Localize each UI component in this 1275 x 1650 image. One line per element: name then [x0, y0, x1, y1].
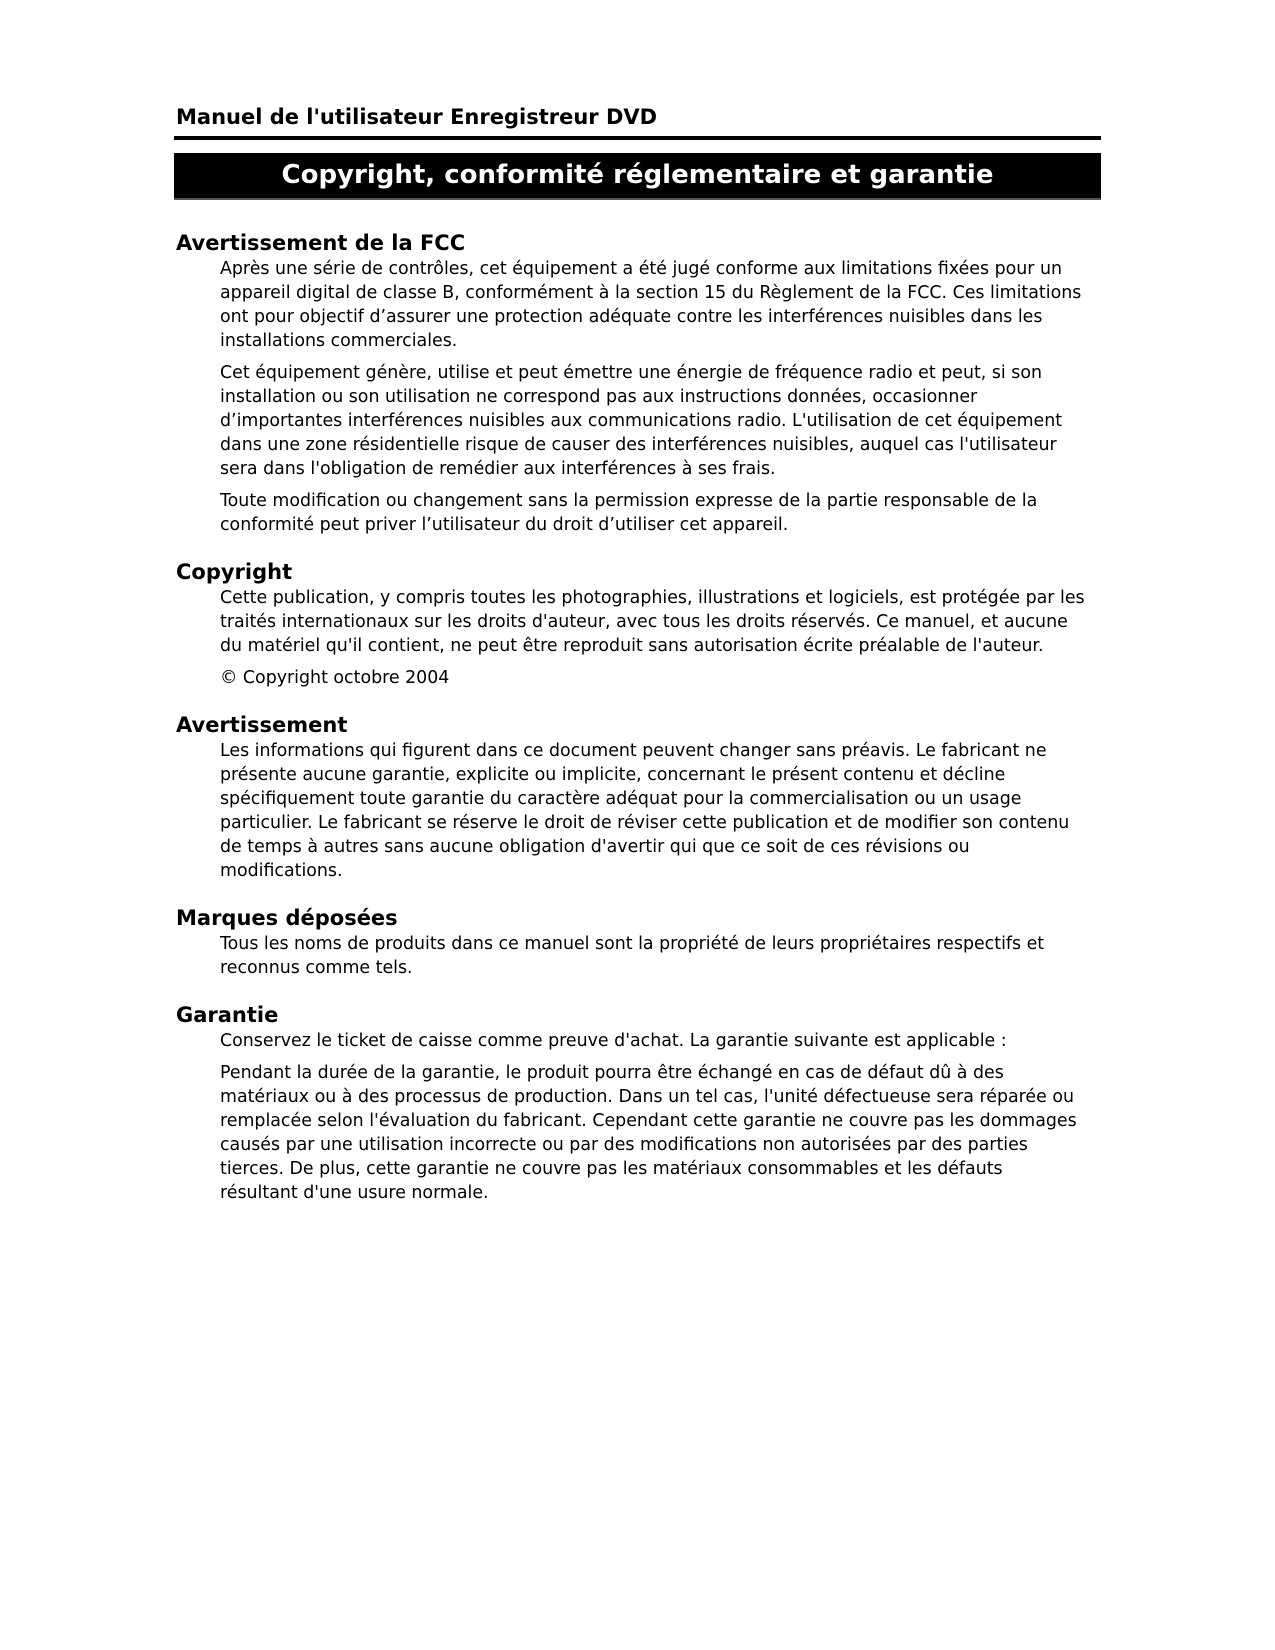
running-header: Manuel de l'utilisateur Enregistreur DVD: [176, 105, 658, 129]
section-heading: Avertissement: [176, 713, 348, 737]
paragraph: Après une série de contrôles, cet équipement a été jugé conforme aux limitations fixées pour un appareil digital de classe B, conformément à la section 15 du Règlement de la FCC. Ces limitations ont pour objectif d’assurer une protection adéquate contre les interférences nuisibles dans les installations commerciales.: [220, 259, 1082, 351]
section-heading: Copyright: [176, 560, 293, 584]
paragraph: Pendant la durée de la garantie, le produit pourra être échangé en cas de défaut dû à des matériaux ou à des processus de production. Dans un tel cas, l'unité défectueuse sera réparée ou remplacée selon l'évaluation du fabricant. Cependant cette garantie ne couvre pas les dommages causés par une utilisation incorrecte ou par des modifications non autorisées par des parties tierces. De plus, cette garantie ne couvre pas les matériaux consommables et les défauts résultant d'une usure normale.: [220, 1063, 1077, 1203]
paragraph: Cet équipement génère, utilise et peut émettre une énergie de fréquence radio et peut, si son installation ou son utilisation ne correspond pas aux instructions données, occasionner d’importantes interférences nuisibles aux communications radio. L'utilisation de cet équipement dans une zone résidentielle risque de causer des interférences nuisibles, auquel cas l'utilisateur sera dans l'obligation de remédier aux interférences à ses frais.: [220, 363, 1063, 479]
paragraph: Cette publication, y compris toutes les photographies, illustrations et logiciels, est protégée par les traités internationaux sur les droits d'auteur, avec tous les droits réservés. Ce manuel, et aucune du matériel qu'il contient, ne peut être reproduit sans autorisation écrite préalable de l'auteur.: [220, 588, 1085, 656]
section-heading: Avertissement de la FCC: [176, 231, 466, 255]
paragraph: Toute modification ou changement sans la permission expresse de la partie responsable de la conformité peut priver l’utilisateur du droit d’utiliser cet appareil.: [220, 491, 1038, 535]
section-warranty: [176, 1002, 1101, 1205]
copyright-notice: © Copyright octobre 2004: [220, 668, 450, 688]
section-heading: Garantie: [176, 1003, 279, 1027]
section-fcc-warning: [176, 230, 1101, 537]
section-heading: Marques déposées: [176, 906, 398, 930]
section-disclaimer: [176, 712, 1101, 883]
header-rule: [174, 136, 1101, 140]
section-copyright: [176, 559, 1101, 690]
paragraph: Conservez le ticket de caisse comme preuve d'achat. La garantie suivante est applicable :: [220, 1031, 1007, 1051]
section-trademarks: [176, 905, 1101, 980]
document-body: [176, 230, 1101, 1227]
paragraph: Tous les noms de produits dans ce manuel sont la propriété de leurs propriétaires respectifs et reconnus comme tels.: [220, 934, 1045, 978]
page-title: Copyright, conformité réglementaire et garantie: [174, 153, 1101, 198]
paragraph: Les informations qui figurent dans ce document peuvent changer sans préavis. Le fabricant ne présente aucune garantie, explicite ou implicite, concernant le présent contenu et décline spécifiquement toute garantie du caractère adéquat pour la commercialisation ou un usage particulier. Le fabricant se réserve le droit de réviser cette publication et de modifier son contenu de temps à autres sans aucune obligation d'avertir qui que ce soit de ces révisions ou modifications.: [220, 741, 1070, 881]
